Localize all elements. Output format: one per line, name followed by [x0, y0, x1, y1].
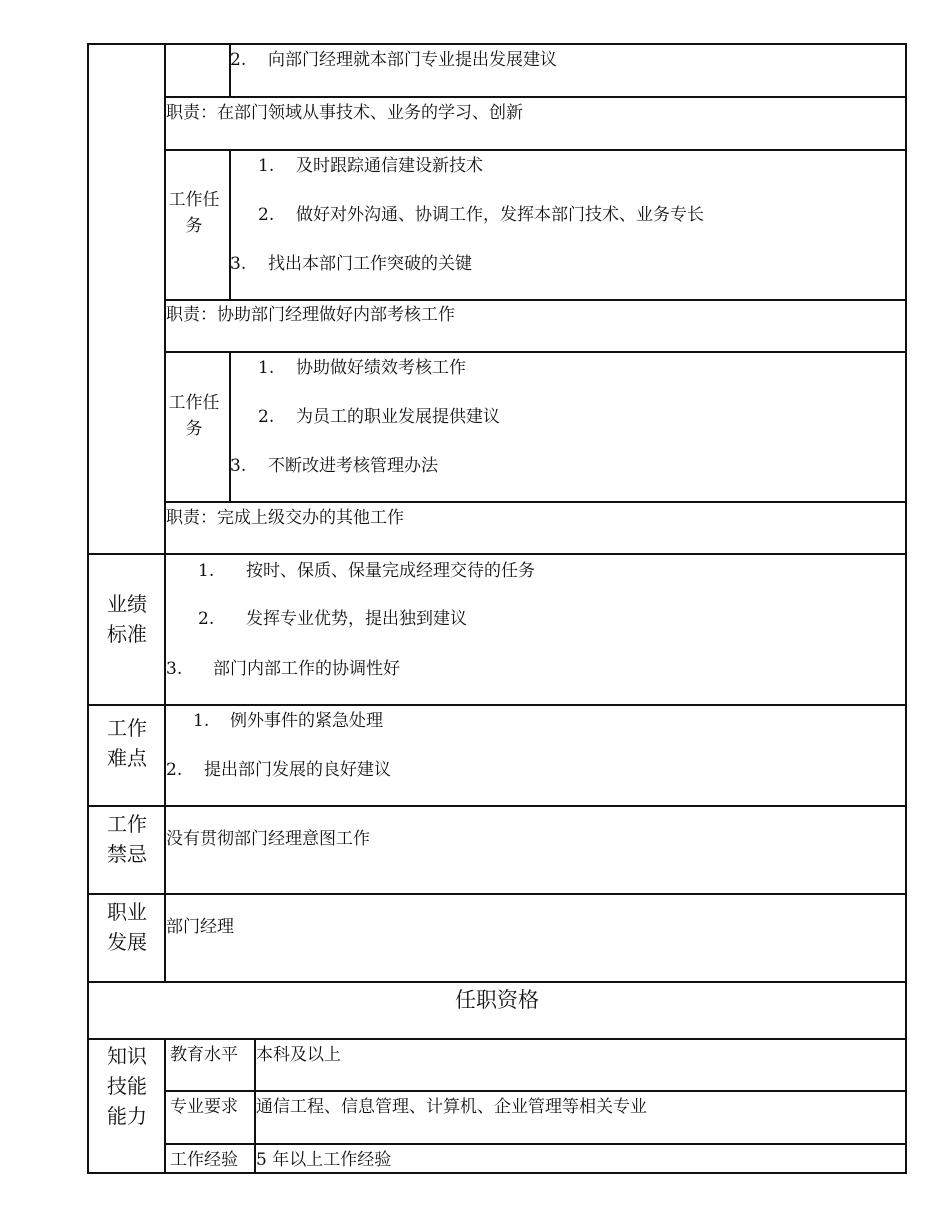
- row-divider: [88, 553, 907, 555]
- performance-item-number: 3.: [166, 659, 183, 679]
- performance-item-text: 按时、保质、保量完成经理交待的任务: [246, 561, 535, 581]
- row-divider: [165, 149, 907, 151]
- row-divider: [165, 1090, 907, 1092]
- column-divider: [164, 1038, 166, 1174]
- performance-item-number: 1.: [198, 561, 215, 581]
- task-item-text: 向部门经理就本部门专业提出发展建议: [268, 50, 557, 70]
- table-border-bottom: [88, 1172, 907, 1174]
- performance-item-number: 2.: [198, 609, 215, 629]
- row-divider: [88, 805, 907, 807]
- taboo-text: 没有贯彻部门经理意图工作: [166, 829, 370, 849]
- task-item-text: 及时跟踪通信建设新技术: [296, 156, 483, 176]
- task-column-divider: [229, 351, 231, 502]
- task-label: 工作任务: [168, 190, 220, 236]
- duty-text: 职责：协助部门经理做好内部考核工作: [166, 305, 455, 325]
- table-border-right: [905, 43, 907, 1174]
- qualification-value: 5 年以上工作经验: [256, 1150, 392, 1170]
- career-text: 部门经理: [166, 917, 234, 937]
- task-item-text: 协助做好绩效考核工作: [296, 358, 466, 378]
- performance-item-text: 部门内部工作的协调性好: [213, 659, 400, 679]
- task-item-number: 1.: [258, 156, 275, 176]
- qualification-key: 专业要求: [170, 1097, 238, 1117]
- row-divider: [165, 96, 907, 98]
- difficulty-item-text: 提出部门发展的良好建议: [204, 760, 391, 780]
- task-item-number: 2.: [230, 50, 247, 70]
- duty-text: 职责：在部门领域从事技术、业务的学习、创新: [166, 103, 523, 123]
- career-label: 职业发展: [107, 900, 147, 954]
- difficulty-item-text: 例外事件的紧急处理: [230, 711, 383, 731]
- row-divider: [165, 299, 907, 301]
- performance-item-text: 发挥专业优势，提出独到建议: [246, 609, 467, 629]
- task-item-number: 3.: [230, 456, 247, 476]
- difficulty-item-number: 1.: [193, 711, 210, 731]
- task-item-text: 找出本部门工作突破的关键: [268, 254, 472, 274]
- row-divider: [165, 1143, 907, 1145]
- task-label: 工作任务: [168, 393, 220, 439]
- row-divider: [165, 501, 907, 503]
- row-divider: [88, 1038, 907, 1040]
- row-divider: [88, 704, 907, 706]
- table-border-top: [88, 43, 907, 45]
- taboo-label: 工作禁忌: [107, 812, 147, 866]
- task-item-number: 2.: [258, 205, 275, 225]
- qualification-title: 任职资格: [455, 988, 539, 1012]
- duty-text: 职责：完成上级交办的其他工作: [166, 508, 404, 528]
- knowledge-label: 知识技能能力: [107, 1044, 147, 1128]
- difficulty-item-number: 2.: [166, 760, 183, 780]
- task-item-text: 为员工的职业发展提供建议: [296, 407, 500, 427]
- task-item-number: 1.: [258, 358, 275, 378]
- row-divider: [165, 351, 907, 353]
- row-divider: [88, 981, 907, 983]
- qualification-key: 教育水平: [170, 1045, 238, 1065]
- qualification-key: 工作经验: [170, 1150, 238, 1170]
- task-item-number: 3.: [230, 254, 247, 274]
- task-item-text: 做好对外沟通、协调工作，发挥本部门技术、业务专长: [296, 205, 704, 225]
- task-item-number: 2.: [258, 407, 275, 427]
- difficulty-label: 工作难点: [107, 716, 147, 770]
- row-divider: [88, 893, 907, 895]
- qualification-value: 本科及以上: [256, 1045, 341, 1065]
- task-column-divider: [229, 149, 231, 300]
- task-item-text: 不断改进考核管理办法: [268, 456, 438, 476]
- qualification-value: 通信工程、信息管理、计算机、企业管理等相关专业: [256, 1097, 647, 1117]
- performance-label: 业绩标准: [107, 592, 147, 646]
